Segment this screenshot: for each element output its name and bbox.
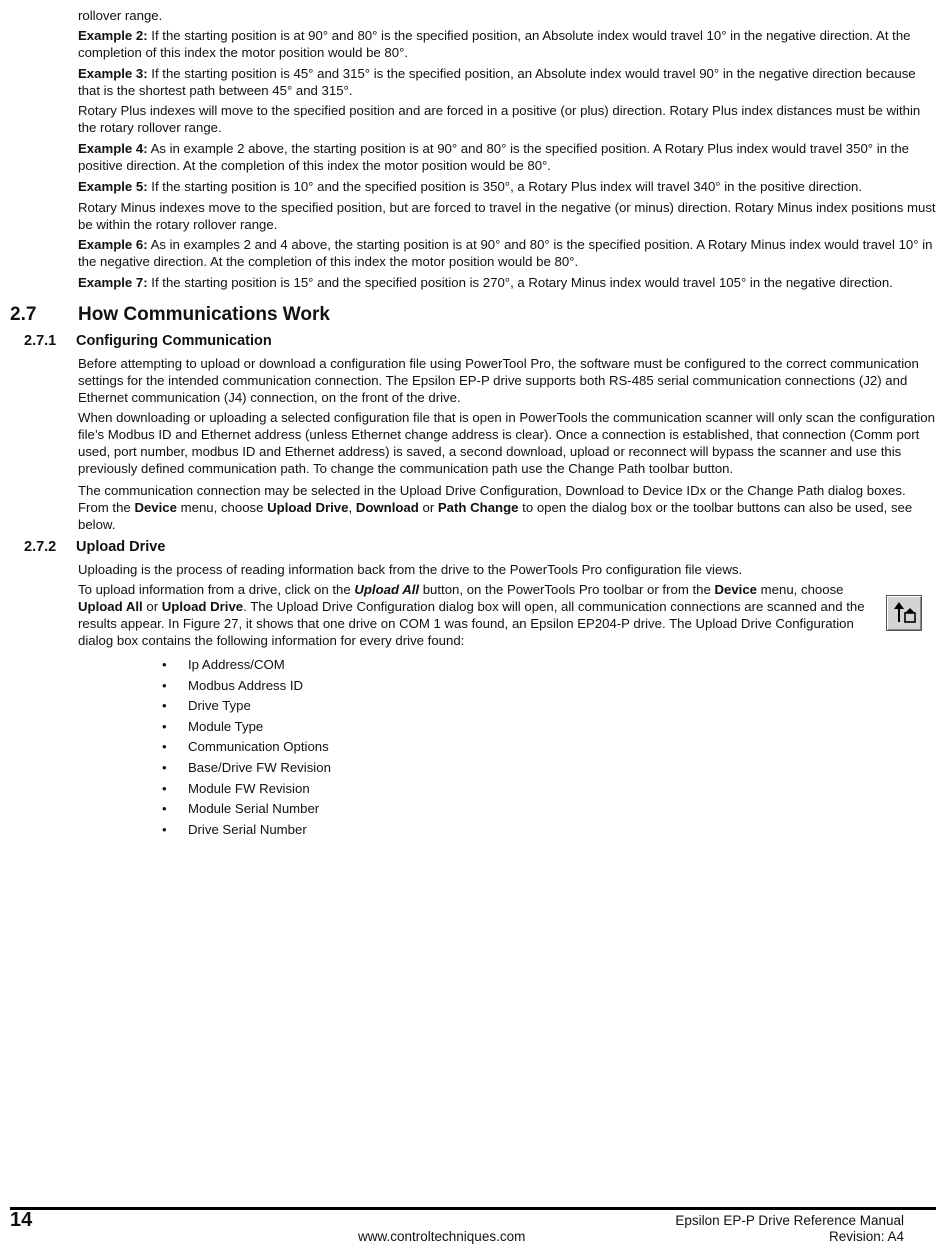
list-item-text: Module FW Revision [188, 780, 310, 796]
button-name: Upload All [354, 582, 420, 597]
bullet: • [162, 657, 167, 672]
subsection-title: Configuring Communication [76, 333, 272, 349]
bullet: • [162, 718, 167, 734]
menu-name: Device [714, 582, 758, 597]
bullet: • [162, 739, 167, 755]
example-2 [78, 27, 938, 61]
section-number: 2.7 [10, 304, 37, 325]
text-run: to open the dialog box or the toolbar buttons can also be used, see below. [78, 500, 913, 532]
bullet: • [162, 801, 167, 817]
configuring-paragraph-3 [78, 482, 938, 533]
upload-paragraph-2 [78, 581, 868, 649]
menu-item-name: Upload All [78, 599, 143, 614]
upload-paragraph-1: Uploading is the process of reading information back from the drive to the PowerTools Pro configuration file views. [78, 562, 743, 577]
list-item-text: Module Serial Number [188, 801, 320, 817]
continuation-text: rollover range. [78, 8, 163, 23]
section-title: How Communications Work [78, 304, 330, 325]
text-run: menu, choose [176, 500, 268, 515]
upload-all-toolbar-button [886, 595, 922, 631]
list-item [162, 780, 331, 801]
example-label: Example 3: [78, 66, 148, 81]
list-item [162, 800, 331, 821]
example-text: If the starting position is 45° and 315° is the specified position, an Absolute index would travel 90° in the negative direction because that is the shortest path between 45° and 315°. [78, 66, 916, 98]
website-url: www.controltechniques.com [358, 1229, 526, 1244]
list-item-text: Drive Type [188, 698, 251, 714]
text-run: To upload information from a drive, click on the [78, 582, 355, 597]
bullet: • [162, 677, 167, 693]
manual-title: Epsilon EP-P Drive Reference Manual [675, 1213, 904, 1228]
list-item-text: Communication Options [188, 739, 329, 755]
rotary-plus-paragraph: Rotary Plus indexes will move to the specified position and are forced in a positive (or plus) direction. Rotary Plus index distances must be within the rotary rollover range. [78, 103, 921, 135]
example-text: If the starting position is at 90° and 80° is the specified position, an Absolute index would travel 10° in the negative direction. At the completion of this index the motor position would be 80°. [78, 28, 911, 60]
drive-info-list [162, 656, 331, 841]
list-item-text: Ip Address/COM [188, 657, 285, 672]
list-item [162, 656, 331, 677]
bullet: • [162, 698, 167, 714]
bullet: • [162, 821, 167, 837]
example-5 [78, 178, 938, 195]
menu-name: Device [134, 500, 177, 515]
example-label: Example 4: [78, 141, 148, 156]
configuring-paragraph-1: Before attempting to upload or download a configuration file using PowerTool Pro, the software must be configured to the correct communication settings for the intended communication connection. The Epsilon EP-P drive supports both RS-485 serial communication connections (J2) and Ethernet communication (J4) connection, on the front of the drive. [78, 356, 919, 405]
example-label: Example 2: [78, 28, 148, 43]
rotary-minus-paragraph: Rotary Minus indexes move to the specified position, but are forced to travel in the negative (or minus) direction. Rotary Minus index positions must be within the rotary rollover range. [78, 200, 936, 232]
text-run: or [418, 500, 438, 515]
list-item [162, 677, 331, 698]
subsection-title: Upload Drive [76, 539, 166, 555]
revision-label: Revision: A4 [828, 1229, 904, 1244]
upload-all-icon [887, 596, 921, 630]
list-item-text: Base/Drive FW Revision [188, 759, 331, 775]
list-item [162, 718, 331, 739]
page-number: 14 [10, 1209, 33, 1231]
text-run: The communication connection may be selected in the Upload Drive Configuration, Download to Device IDx or the Change Path dialog boxes. From the [78, 483, 906, 515]
example-7 [78, 274, 938, 291]
text-run: or [142, 599, 162, 614]
example-4 [78, 140, 938, 174]
text-run: button, on the PowerTools Pro toolbar or from the [419, 582, 715, 597]
example-text: As in examples 2 and 4 above, the starting position is at 90° and 80° is the specified position. A Rotary Minus index would travel 10° in the negative direction. At the completion of this index the motor position would be 80°. [78, 237, 933, 269]
configuring-paragraph-2: When downloading or uploading a selected configuration file that is open in PowerTools the communication scanner will only scan the configuration file’s Modbus ID and Ethernet address (unless Ethernet change address is clear). Once a connection is established, that connection (Comm port used, port number, modbus ID and Ethernet address) is saved, a second download, upload or reconnect will bypass the scanner and use this previously defined communication path. To change the communication path use the Change Path toolbar button. [78, 410, 935, 476]
list-item-text: Modbus Address ID [188, 677, 304, 693]
footer-divider [10, 1207, 936, 1210]
bullet: • [162, 780, 167, 796]
menu-item-name: Download [355, 500, 419, 515]
menu-item-name: Upload Drive [267, 500, 349, 515]
list-item [162, 821, 331, 842]
list-item-text: Drive Serial Number [188, 821, 307, 837]
subsection-heading-upload [24, 539, 165, 555]
menu-item-name: Upload Drive [161, 599, 244, 614]
example-label: Example 6: [78, 237, 148, 252]
text-run: , [348, 500, 356, 515]
list-item [162, 759, 331, 780]
subsection-number: 2.7.2 [24, 539, 57, 555]
text-run: menu, choose [757, 582, 844, 597]
bullet: • [162, 759, 167, 775]
example-text: If the starting position is 10° and the specified position is 350°, a Rotary Plus index will travel 340° in the positive direction. [147, 179, 863, 194]
example-6 [78, 236, 938, 270]
example-label: Example 5: [78, 179, 148, 194]
menu-item-name: Path Change [437, 500, 519, 515]
example-label: Example 7: [78, 275, 148, 290]
example-text: If the starting position is 15° and the specified position is 270°, a Rotary Minus index would travel 105° in the negative direction. [147, 275, 893, 290]
list-item [162, 697, 331, 718]
subsection-heading-configuring [24, 333, 272, 349]
list-item-text: Module Type [188, 718, 264, 734]
section-heading [10, 304, 330, 326]
example-text: As in example 2 above, the starting position is at 90° and 80° is the specified position. A Rotary Plus index would travel 350° in the positive direction. At the completion of this index the motor position would be 80°. [78, 141, 910, 173]
example-3 [78, 65, 938, 99]
subsection-number: 2.7.1 [24, 333, 57, 349]
text-run: . The Upload Drive Configuration dialog box will open, all communication connections are scanned and the results appear. In Figure 27, it shows that one drive on COM 1 was found, an Epsilon EP204-P drive. The Upload Drive Configuration dialog box contains the following information for every drive found: [78, 599, 865, 648]
list-item [162, 738, 331, 759]
